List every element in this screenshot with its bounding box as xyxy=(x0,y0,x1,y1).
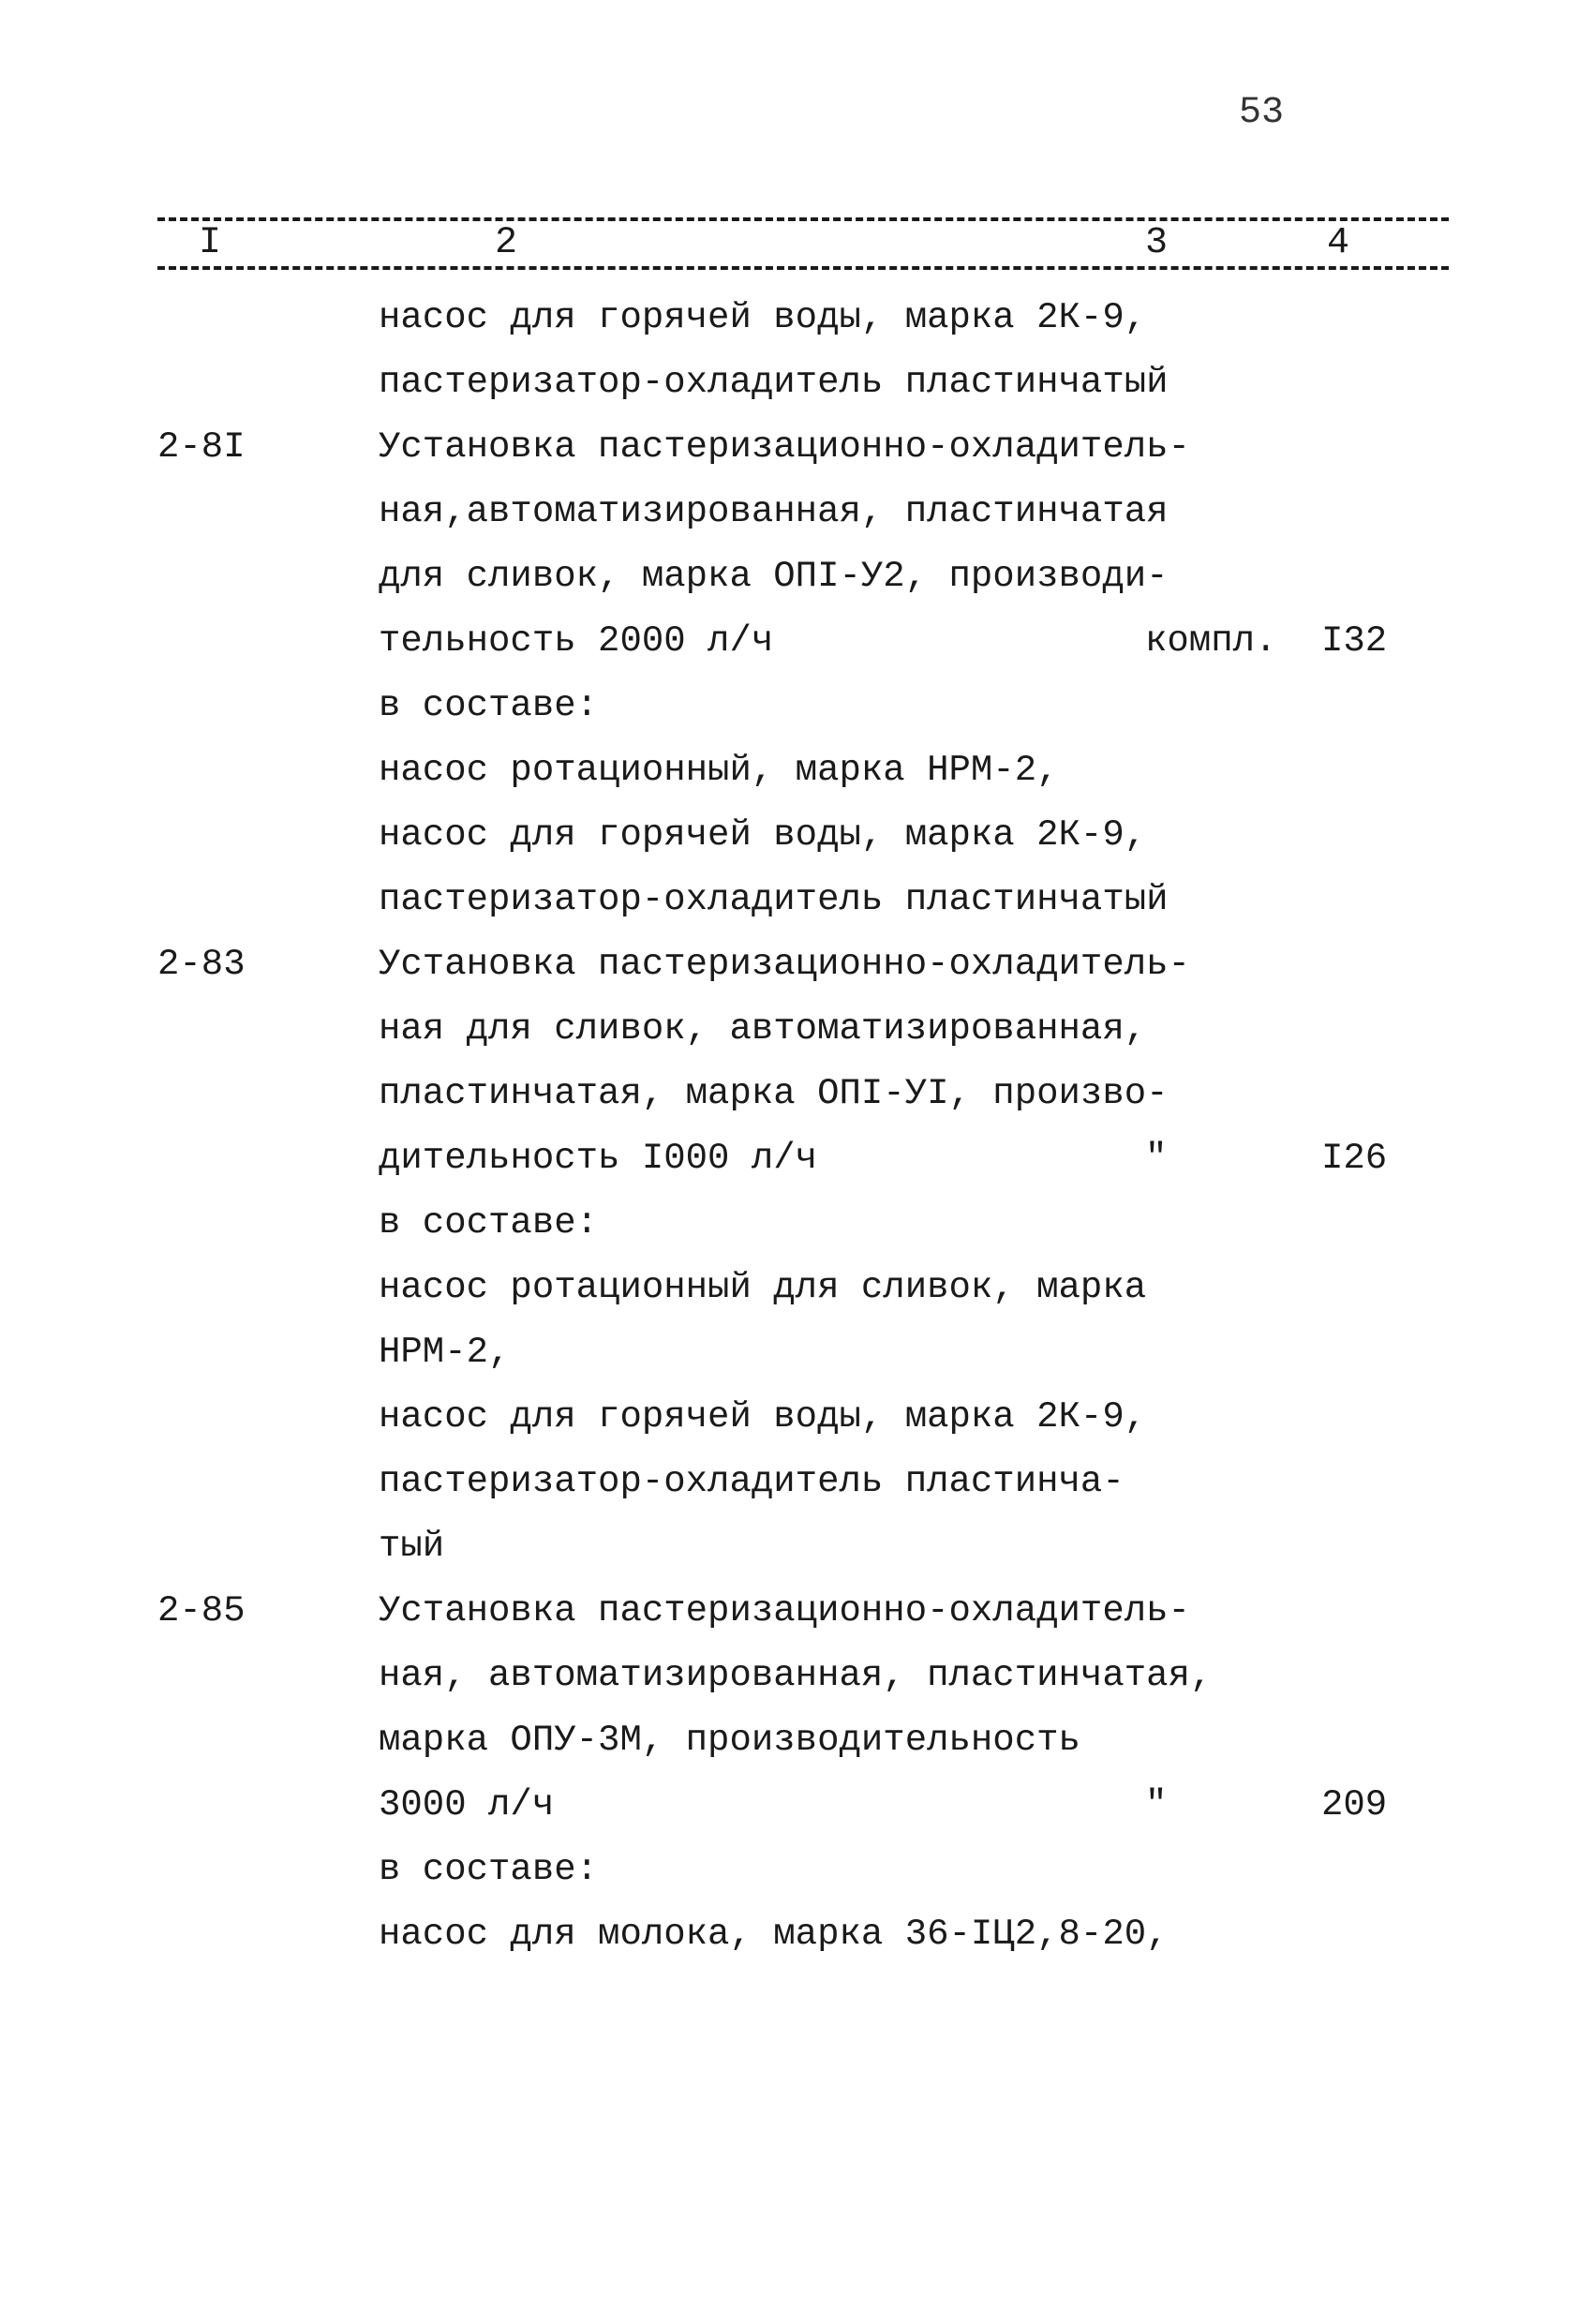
row-description: насос ротационный, марка НРМ-2, xyxy=(379,750,1059,791)
table-row xyxy=(0,286,1594,350)
table-row xyxy=(0,350,1594,415)
row-description: в составе: xyxy=(379,1849,599,1890)
row-description: Установка пастеризационно-охладитель- xyxy=(379,1590,1190,1631)
row-description: для сливок, марка ОПI-У2, производи- xyxy=(379,556,1169,597)
table-row xyxy=(0,1450,1594,1514)
row-description: тый xyxy=(379,1526,445,1567)
table-row xyxy=(0,480,1594,544)
table-row xyxy=(0,1385,1594,1450)
table-row xyxy=(0,1708,1594,1773)
table-header-top-rule xyxy=(157,217,1449,221)
row-quantity: I32 xyxy=(1321,620,1388,662)
column-header-4: 4 xyxy=(1327,222,1350,264)
table-row xyxy=(0,932,1594,997)
table-row xyxy=(0,1902,1594,1967)
table-row xyxy=(0,1191,1594,1256)
table-header-bottom-rule xyxy=(157,266,1449,270)
row-description: насос для горячей воды, марка 2К-9, xyxy=(379,1396,1147,1438)
row-description: марка ОПУ-3М, производительность xyxy=(379,1720,1080,1761)
row-unit: " xyxy=(1145,1138,1168,1179)
row-description: Установка пастеризационно-охладитель- xyxy=(379,944,1190,985)
row-code: 2-8I xyxy=(157,426,246,468)
row-description: ная для сливок, автоматизированная, xyxy=(379,1008,1147,1050)
table-body xyxy=(0,286,1594,1967)
row-description: насос для горячей воды, марка 2К-9, xyxy=(379,814,1147,856)
row-description: насос для горячей воды, марка 2К-9, xyxy=(379,297,1147,338)
table-row xyxy=(0,1320,1594,1385)
column-header-1: I xyxy=(199,222,222,264)
row-description: пастеризатор-охладитель пластинчатый xyxy=(379,362,1169,403)
row-code: 2-83 xyxy=(157,944,246,985)
row-description: 3000 л/ч xyxy=(379,1784,555,1825)
table-row xyxy=(0,544,1594,609)
row-description: НРМ-2, xyxy=(379,1332,511,1373)
row-description: дительность I000 л/ч xyxy=(379,1138,818,1179)
table-row xyxy=(0,1126,1594,1191)
row-code: 2-85 xyxy=(157,1590,246,1631)
table-row xyxy=(0,1773,1594,1838)
row-description: насос ротационный для сливок, марка xyxy=(379,1267,1147,1308)
row-quantity: I26 xyxy=(1321,1138,1388,1179)
row-description: в составе: xyxy=(379,685,599,726)
table-row xyxy=(0,803,1594,868)
row-description: Установка пастеризационно-охладитель- xyxy=(379,426,1190,468)
row-description: ная, автоматизированная, пластинчатая, xyxy=(379,1655,1213,1696)
row-description: пластинчатая, марка ОПI-УI, произво- xyxy=(379,1073,1169,1114)
table-row xyxy=(0,738,1594,803)
table-row xyxy=(0,997,1594,1062)
table-row xyxy=(0,674,1594,738)
table-row xyxy=(0,609,1594,674)
table-row xyxy=(0,1514,1594,1579)
row-description: ная,автоматизированная, пластинчатая xyxy=(379,491,1169,532)
row-description: пастеризатор-охладитель пластинчатый xyxy=(379,879,1169,920)
column-header-2: 2 xyxy=(495,222,518,264)
page-number: 53 xyxy=(1239,92,1285,134)
row-description: в составе: xyxy=(379,1202,599,1244)
table-row xyxy=(0,1838,1594,1902)
row-description: тельность 2000 л/ч xyxy=(379,620,774,662)
table-row xyxy=(0,1579,1594,1644)
table-row xyxy=(0,1256,1594,1320)
column-header-3: 3 xyxy=(1145,222,1169,264)
table-row xyxy=(0,1644,1594,1708)
row-description: пастеризатор-охладитель пластинча- xyxy=(379,1461,1125,1502)
row-unit: компл. xyxy=(1145,620,1277,662)
table-row xyxy=(0,415,1594,480)
table-row xyxy=(0,1062,1594,1126)
row-unit: " xyxy=(1145,1784,1168,1825)
table-row xyxy=(0,868,1594,932)
row-quantity: 209 xyxy=(1321,1784,1388,1825)
row-description: насос для молока, марка 36-IЦ2,8-20, xyxy=(379,1914,1169,1955)
